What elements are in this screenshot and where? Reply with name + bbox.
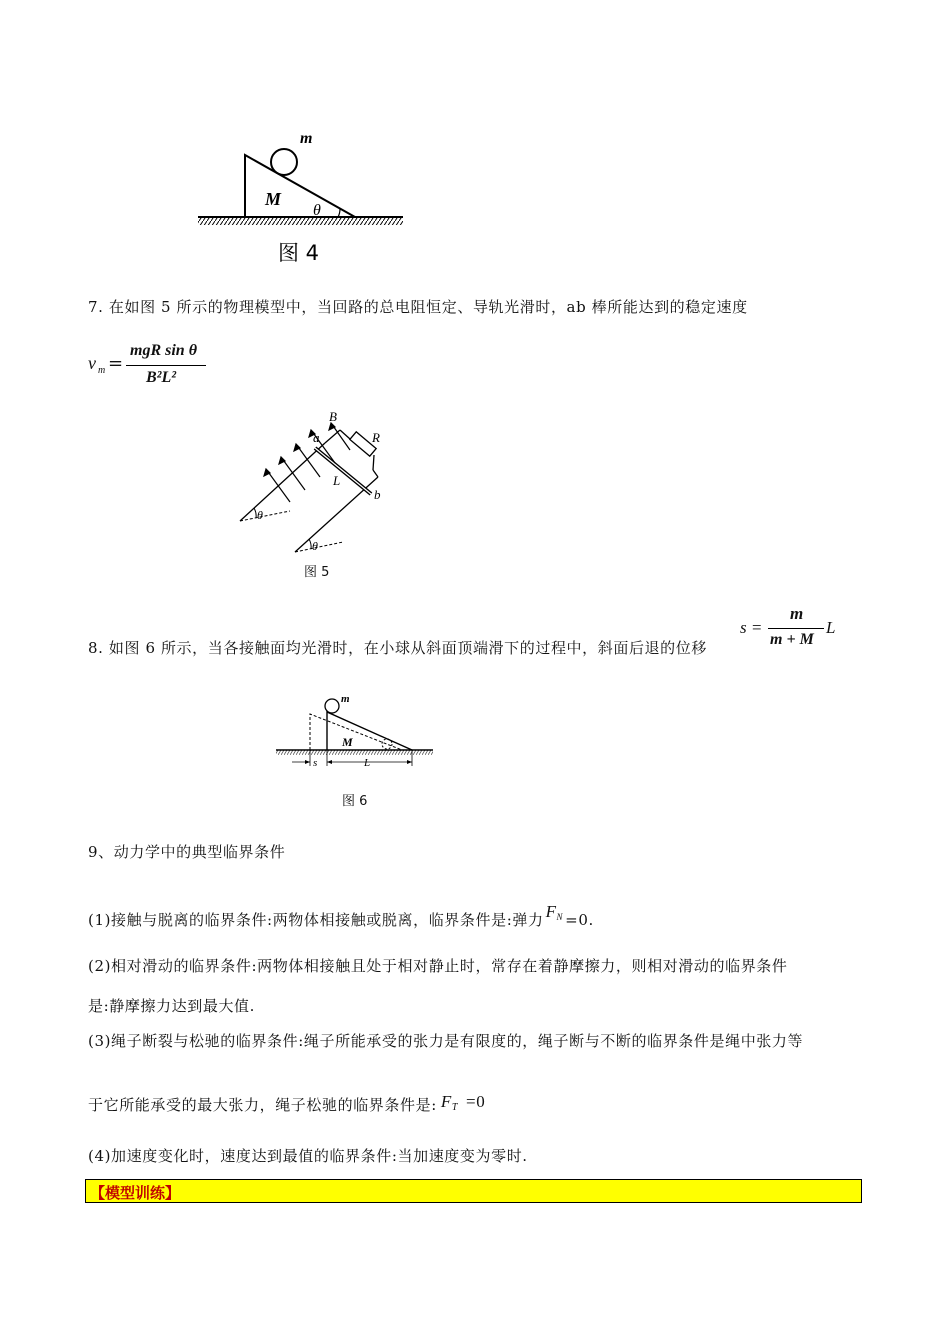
formula-lhs-sub: m	[98, 365, 106, 376]
label-a: a	[313, 430, 320, 445]
caption: 图 4	[278, 241, 320, 265]
label-B: B	[329, 409, 337, 424]
wedge	[245, 155, 355, 217]
condition-3-line-1: (3)绳子断裂与松驰的临界条件:绳子所能承受的张力是有限度的，绳子断与不断的临界条件是绳中张力等	[88, 1032, 804, 1050]
wedge	[327, 712, 412, 750]
symbol-F: F	[545, 902, 557, 921]
symbol-sub-T: T	[451, 1102, 459, 1113]
condition-3-text: 于它所能承受的最大张力，绳子松驰的临界条件是:	[88, 1096, 437, 1114]
section-9-title: 9、动力学中的典型临界条件	[88, 843, 286, 861]
angle-arc	[338, 209, 340, 217]
condition-3-line-2	[88, 1092, 486, 1118]
section-banner	[85, 1179, 862, 1203]
banner-label: 【模型训练】	[90, 1184, 181, 1202]
condition-1	[88, 902, 594, 932]
label-m: m	[300, 130, 313, 147]
symbol-F: F	[440, 1092, 452, 1111]
condition-2-line-1: (2)相对滑动的临界条件:两物体相接触且处于相对静止时，常存在着静摩擦力，则相对滑动的临界条件	[88, 957, 788, 975]
item-8-text: 8. 如图 6 所示，当各接触面均光滑时，在小球从斜面顶端滑下的过程中，斜面后退的位移	[88, 639, 707, 657]
figure-6-caption: 图 6	[342, 794, 368, 809]
label-R: R	[372, 430, 380, 445]
formula-denominator: B²L²	[146, 369, 177, 386]
figure-5-caption: 图 5	[304, 565, 330, 580]
field-arrows	[264, 423, 350, 502]
condition-4: (4)加速度变化时，速度达到最值的临界条件:当加速度变为零时.	[88, 1147, 528, 1165]
formula-lhs: s =	[740, 618, 763, 637]
ground-hatch	[198, 217, 403, 225]
equals-sign: =	[108, 353, 124, 374]
fraction-bar	[126, 365, 206, 366]
label-L: L	[364, 757, 371, 769]
formula-lhs: v	[88, 353, 96, 373]
label-M: M	[265, 189, 282, 209]
wedge-dashed	[310, 714, 402, 750]
ball	[325, 699, 339, 713]
symbol-sub-N: N	[556, 912, 564, 922]
label-theta: θ	[313, 202, 321, 219]
formula-numerator: mgR sin θ	[130, 342, 197, 359]
figure-5	[235, 405, 395, 585]
condition-3-eq: =0	[466, 1092, 486, 1111]
label-M: M	[342, 735, 353, 749]
condition-1-text: (1)接触与脱离的临界条件:两物体相接触或脱离，临界条件是:弹力	[88, 911, 544, 929]
formula-vm	[88, 340, 218, 390]
item-7-text: 7. 在如图 5 所示的物理模型中，当回路的总电阻恒定、导轨光滑时，ab 棒所能达到的稳定速度	[88, 298, 748, 316]
ball	[271, 149, 297, 175]
condition-1-eq: =0.	[565, 911, 594, 929]
label-theta-1: θ	[257, 508, 263, 522]
figure-4	[195, 125, 410, 270]
rail-upper	[240, 443, 325, 521]
label-m: m	[341, 693, 350, 705]
label-b: b	[374, 487, 381, 502]
fraction-bar	[768, 628, 824, 629]
figure-6	[272, 690, 437, 775]
formula-numerator: m	[790, 604, 804, 623]
condition-2-line-2: 是:静摩擦力达到最大值.	[88, 997, 256, 1015]
label-s: s	[313, 757, 318, 769]
formula-tail: L	[826, 618, 836, 637]
formula-denominator: m + M	[770, 631, 814, 648]
formula-s	[740, 604, 860, 654]
label-L: L	[333, 473, 341, 488]
label-theta-2: θ	[312, 539, 318, 553]
